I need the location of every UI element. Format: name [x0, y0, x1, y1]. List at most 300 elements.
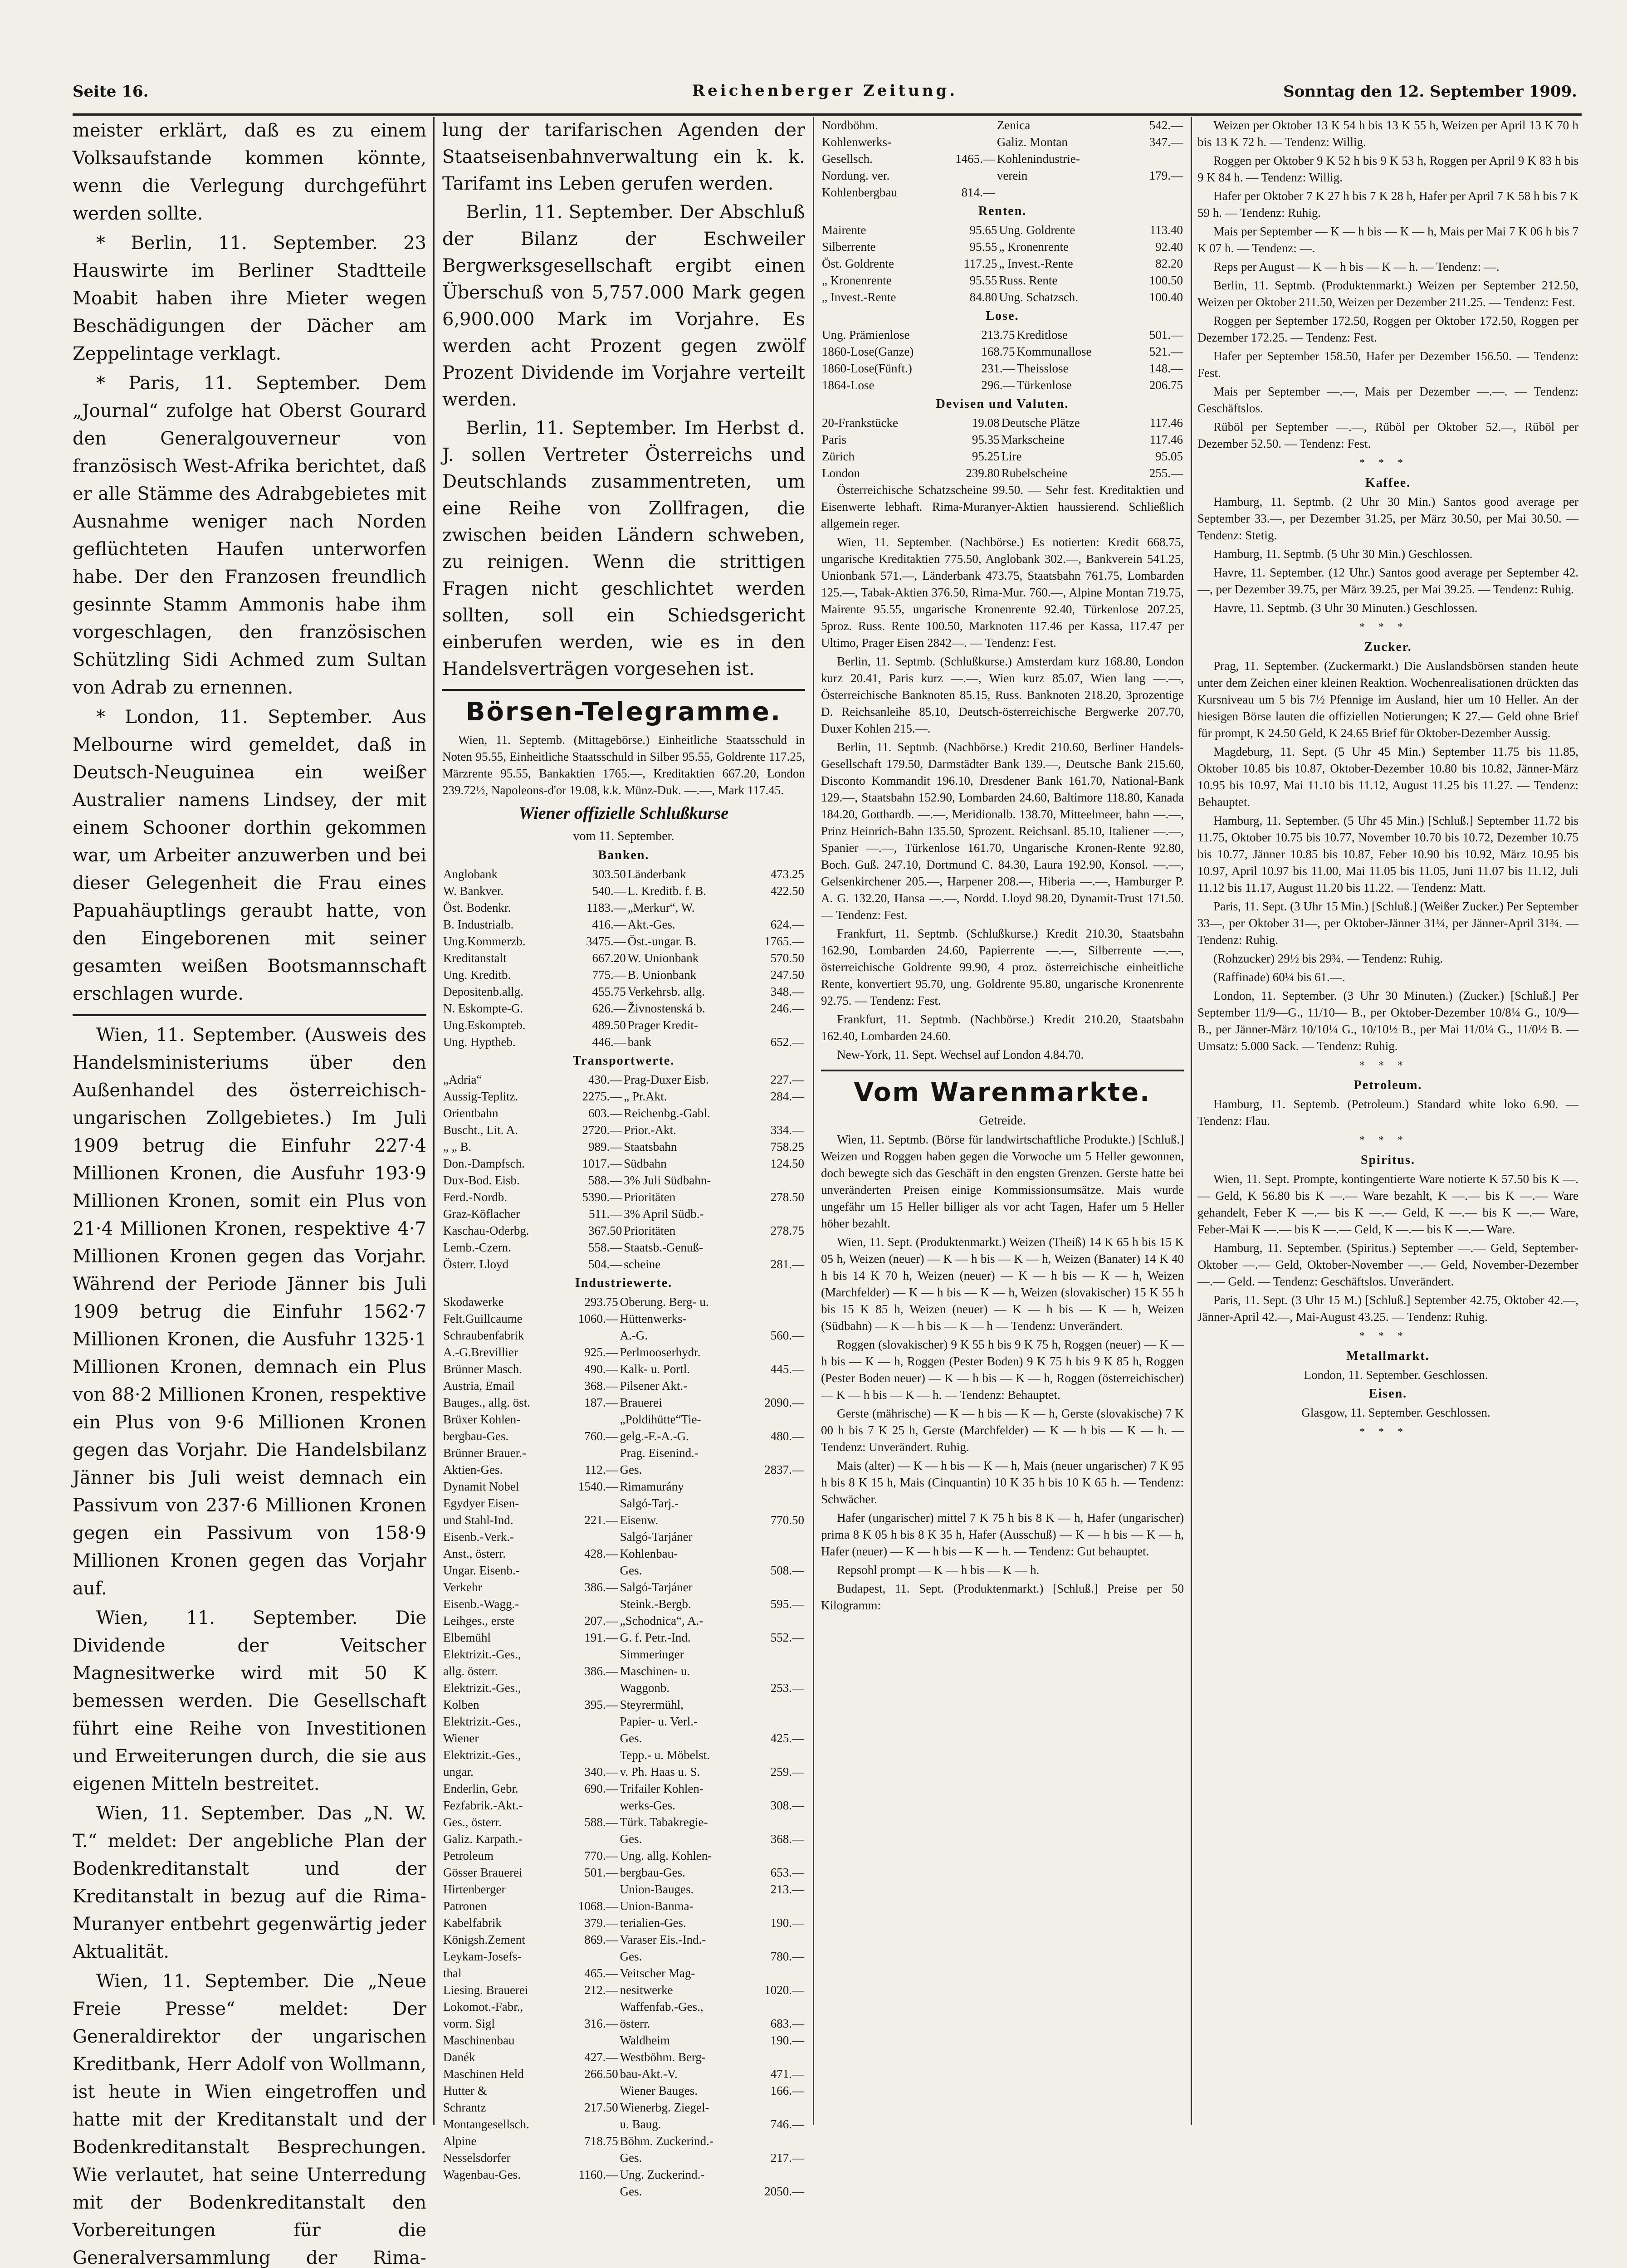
- security-name: 1860-Lose(Fünft.): [822, 362, 912, 375]
- article-paragraph: Wien, 11. September. Die „Neue Freie Presse“ meldet: Der Generaldirektor der ungarischen Kreditbank, Herr Adolf von Wollmann, ist heute in Wien eingetroffen und hatte mit der Kreditanstalt und der Bodenkreditanstalt Besprechungen. Wie verlautet, hat seine Unterredung mit der Bodenkreditanstalt den Vorbereitungen für die Generalversammlung der Rima-: [73, 1971, 426, 2268]
- kohlen-table: [821, 117, 1184, 201]
- security-name: Ges.: [620, 1832, 642, 1846]
- market-report: Wien, 11. Sept. (Produktenmarkt.) Weizen (Theiß) 14 K 65 h bis 15 K 05 h, Weizen (neuer) — K — h bis — K — h, Weizen (Banater) 14 K 40 h bis 14 K 70 h, Weizen (neuer) — K — h bis — K — h, Weizen (Marchfelder) — K — h bis — K — h, Weizen (slovakischer) 15 K 55 h bis 15 K 85 h, Weizen (neuer) — K — h bis — K — h, Weizen (Südbahn) — K — h bis — K — h — Tendenz: Unverändert.: [821, 1235, 1184, 1333]
- table-row: [442, 1663, 805, 1680]
- subheading-eisen: Eisen.: [1368, 1387, 1407, 1401]
- security-name: Ges.: [620, 1564, 642, 1577]
- security-name: ungar.: [443, 1765, 474, 1779]
- subheading-petroleum: Petroleum.: [1353, 1078, 1422, 1092]
- security-price: 284.—: [770, 1090, 804, 1103]
- header-rule: [73, 113, 1582, 116]
- section-heading-warenmarkt: Vom Warenmarkte.: [854, 1078, 1151, 1107]
- security-name: Prioritäten: [624, 1190, 676, 1204]
- subheading-transport: Transportwerte.: [572, 1054, 675, 1068]
- security-name: Egydyer Eisen-: [443, 1496, 519, 1510]
- security-price: 2837.—: [764, 1463, 804, 1476]
- security-price: 501.—: [584, 1866, 618, 1879]
- security-price: [758, 2133, 805, 2150]
- table-row: [442, 1310, 805, 1327]
- security-name: Fezfabrik.-Akt.-: [443, 1799, 523, 1812]
- security-name: „Adria“: [443, 1073, 482, 1086]
- security-name: Schrantz: [443, 2101, 486, 2114]
- security-name: Russ. Rente: [999, 274, 1058, 287]
- table-row: [821, 239, 1184, 255]
- security-name: London: [822, 466, 860, 480]
- table-row: [442, 1512, 805, 1529]
- table-row: [442, 1105, 805, 1122]
- security-name: Eisenw.: [620, 1513, 659, 1527]
- security-price: 395.—: [584, 1698, 618, 1711]
- table-row: [442, 2133, 805, 2150]
- security-price: [758, 2166, 805, 2183]
- table-row: [442, 1294, 805, 1310]
- security-name: Veitscher Mag-: [620, 1966, 695, 1980]
- table-row: [442, 2116, 805, 2133]
- security-price: [758, 1747, 805, 1764]
- table-row: [821, 184, 1184, 201]
- table-row: [821, 222, 1184, 239]
- page-number: Seite 16.: [73, 83, 149, 101]
- industrie-table: [442, 1294, 805, 2200]
- security-price: 166.—: [770, 2084, 804, 2097]
- table-row: [442, 866, 805, 883]
- security-name: Theisslose: [1016, 362, 1069, 375]
- security-price: 489.50: [592, 1018, 626, 1032]
- security-price: 2720.—: [582, 1123, 622, 1137]
- market-report: Berlin, 11. Septmb. (Produktenmarkt.) Weizen per September 212.50, Weizen per Oktober 211.50, Weizen per Dezember 211.25. — Tendenz: Fest.: [1197, 279, 1578, 309]
- security-price: 368.—: [584, 1379, 618, 1393]
- security-name: bergbau-Ges.: [620, 1866, 685, 1879]
- security-price: 2275.—: [582, 1090, 622, 1103]
- table-row: [821, 415, 1184, 431]
- security-price: 217.—: [770, 2151, 804, 2165]
- table-row: [821, 465, 1184, 482]
- security-name: Depositenb.allg.: [443, 985, 523, 998]
- table-row: [442, 1982, 805, 1999]
- security-name: Gesellsch.: [822, 152, 873, 166]
- security-name: Wiener Bauges.: [620, 2084, 698, 2097]
- security-price: 428.—: [584, 1547, 618, 1560]
- market-report: (Rohzucker) 29½ bis 29¾. — Tendenz: Ruhig.: [1213, 952, 1443, 965]
- security-name: Prager Kredit-: [627, 1018, 698, 1032]
- security-price: 367.50: [588, 1224, 622, 1237]
- subheading-devisen: Devisen und Valuten.: [936, 397, 1069, 411]
- table-row: [442, 1461, 805, 1478]
- security-price: 445.—: [770, 1362, 804, 1376]
- security-price: 624.—: [770, 918, 804, 931]
- security-name: österr.: [620, 2017, 650, 2030]
- table-row: [442, 1814, 805, 1831]
- security-price: 3475.—: [586, 934, 626, 948]
- security-name: Montangesellsch.: [443, 2117, 529, 2131]
- table-row: [442, 1361, 805, 1378]
- security-price: 770.50: [770, 1513, 804, 1527]
- market-report: Weizen per Oktober 13 K 54 h bis 13 K 55 h, Weizen per April 13 K 70 h bis 13 K 72 h. — Tendenz: Willig.: [1197, 118, 1578, 149]
- security-name: N. Eskompte-G.: [443, 1002, 523, 1015]
- table-row: [442, 1931, 805, 1948]
- security-name: Verkehrsb. allg.: [627, 985, 705, 998]
- security-price: 117.25: [964, 257, 997, 270]
- security-name: Öst.-ungar. B.: [627, 934, 697, 948]
- security-name: „ Invest.-Rente: [999, 257, 1073, 270]
- security-name: Ges.: [620, 1731, 642, 1745]
- subheading-kaffee: Kaffee.: [1365, 476, 1411, 490]
- security-price: 490.—: [584, 1362, 618, 1376]
- security-price: 2090.—: [764, 1396, 804, 1409]
- security-name: 20-Frankstücke: [822, 416, 898, 430]
- market-report: Roggen per Oktober 9 K 52 h bis 9 K 53 h, Roggen per April 9 K 83 h bis 9 K 84 h. — Tendenz: Willig.: [1197, 154, 1578, 184]
- security-price: 780.—: [770, 1950, 804, 1963]
- security-price: 5390.—: [582, 1190, 622, 1204]
- security-name: Markscheine: [1001, 433, 1065, 446]
- security-price: 1160.—: [578, 2168, 618, 2181]
- security-price: [572, 1831, 619, 1848]
- security-price: [758, 1294, 805, 1310]
- security-name: „ Pr.Akt.: [624, 1090, 667, 1103]
- table-row: [821, 327, 1184, 343]
- security-price: [572, 1445, 619, 1461]
- security-price: [758, 1579, 805, 1596]
- security-name: Trifailer Kohlen-: [620, 1782, 704, 1795]
- security-price: 690.—: [584, 1782, 618, 1795]
- security-price: 281.—: [770, 1257, 804, 1271]
- table-row: [442, 883, 805, 899]
- security-price: 588.—: [588, 1173, 622, 1187]
- security-name: bergbau-Ges.: [443, 1429, 509, 1443]
- market-report: Roggen (slovakischer) 9 K 55 h bis 9 K 75 h, Roggen (neuer) — K — h bis — K — h, Roggen (Pester Boden) 9 K 75 h bis 9 K 85 h, Roggen (Pester Boden neuer) — K — h bis — K — h, Roggen (österreichischer) — K — h bis — K — h. — Tendenz: Behauptet.: [821, 1338, 1184, 1402]
- security-price: 247.50: [770, 968, 804, 982]
- table-row: [442, 1629, 805, 1646]
- security-name: vorm. Sigl: [443, 2017, 495, 2030]
- market-report: Wien, 11. Septemb. (Mittagebörse.) Einheitliche Staatsschuld in Noten 95.55, Einheitliche Staatsschuld in Silber 95.55, Goldrente 117.25, Märzrente 95.55, Bankaktien 1765.—, Kreditaktien 667.20, London 239.72½, Napoleons-d'or 19.08, k.k. Münz-Duk. —.—, Mark 117.45.: [442, 733, 805, 797]
- market-report: Magdeburg, 11. Sept. (5 Uhr 45 Min.) September 11.75 bis 11.85, Oktober 10.85 bis 10.87, Oktober-Dezember 10.80 bis 10.82, Jänner-März 10.95 bis 10.97, Mai 11.10 bis 11.12, August 11.25 bis 11.27. — Tendenz: Behauptet.: [1197, 745, 1578, 809]
- table-row: [442, 1730, 805, 1747]
- market-report: Havre, 11. September. (12 Uhr.) Santos good average per September 42.—, per Dezember 39.75, per März 39.25, per Mai 39.25. — Tendenz: Ruhig.: [1197, 566, 1578, 596]
- transport-table: [442, 1071, 805, 1273]
- security-name: „ Invest.-Rente: [822, 290, 896, 304]
- table-row: [442, 2183, 805, 2200]
- security-price: 117.46: [1149, 433, 1183, 446]
- security-name: Kohlenindustrie-: [997, 152, 1080, 166]
- security-name: Ung. Goldrente: [999, 223, 1075, 237]
- table-row: [442, 2015, 805, 2032]
- section-heading-boersen: Börsen-Telegramme.: [465, 697, 782, 727]
- security-price: [758, 2099, 805, 2116]
- security-price: 560.—: [770, 1329, 804, 1342]
- security-price: 112.—: [585, 1463, 618, 1476]
- market-report: Berlin, 11. Septmb. (Schlußkurse.) Amsterdam kurz 168.80, London kurz 20.41, Paris kurz —.—, Wien kurz 85.07, Wien lang —.—, Österreichische Banknoten 85.15, Russ. Banknoten 218.20, 3prozentige D. Reichsanleihe 85.10, Deutsch-österreichische Bergwerke 207.70, Duxer Kohlen 215.—.: [821, 655, 1184, 735]
- security-name: Oberung. Berg- u.: [620, 1295, 709, 1309]
- security-name: Westböhm. Berg-: [620, 2050, 706, 2064]
- security-name: Zenica: [997, 118, 1031, 132]
- security-name: Hüttenwerks-: [620, 1312, 687, 1325]
- security-name: Staatsb.-Genuß-: [624, 1241, 703, 1254]
- security-price: 1068.—: [578, 1899, 618, 1913]
- market-report: Wien, 11. Sept. Prompte, kontingentierte Ware notierte K 57.50 bis K —.— Geld, K 56.80 bis K —.— Ware bezahlt, K —.— bis K —.— Ware gehandelt, Feber K —.— bis K —.— Geld, K —.— bis K —.— Ware, Feber-Mai K —.— bis K —.— Geld, K —.— bis K —.— Ware.: [1197, 1172, 1578, 1236]
- issue-date: Sonntag den 12. September 1909.: [1283, 83, 1577, 101]
- renten-table: [821, 222, 1184, 306]
- market-report: Hamburg, 11. Septemb. (Petroleum.) Standard white loko 6.90. — Tendenz: Flau.: [1197, 1097, 1578, 1128]
- security-name: Buscht., Lit. A.: [443, 1123, 518, 1137]
- security-price: 667.20: [592, 951, 626, 965]
- table-row: [442, 1646, 805, 1663]
- security-price: 683.—: [770, 2017, 804, 2030]
- security-price: [572, 1562, 619, 1579]
- security-price: 278.75: [770, 1224, 804, 1237]
- table-row: [442, 1999, 805, 2015]
- security-name: Salgó-Tarj.-: [620, 1496, 679, 1510]
- market-report: Hafer (ungarischer) mittel 7 K 75 h bis 8 K — h, Hafer (ungarischer) prima 8 K 05 h bis 8 K 35 h, Hafer (Ausschuß) — K — h bis — K — h, Hafer (neuer) — K — h bis — K — h. — Tendenz: Gut behauptet.: [821, 1511, 1184, 1558]
- security-price: 1020.—: [764, 1983, 804, 1997]
- table-row: [442, 1848, 805, 1864]
- table-row: [442, 1562, 805, 1579]
- security-name: Tepp.- u. Möbelst.: [620, 1748, 710, 1762]
- table-row: [442, 1713, 805, 1730]
- table-row: [821, 167, 1184, 184]
- table-row: [442, 1172, 805, 1189]
- table-row: [442, 1478, 805, 1495]
- devisen-table: [821, 415, 1184, 482]
- market-report: Glasgow, 11. September. Geschlossen.: [1301, 1406, 1490, 1419]
- security-name: Orientbahn: [443, 1106, 498, 1120]
- security-price: 386.—: [584, 1664, 618, 1678]
- table-row: [442, 2150, 805, 2166]
- subheading-industrie: Industriewerte.: [575, 1276, 673, 1290]
- market-report: Hamburg, 11. September. (5 Uhr 45 Min.) [Schluß.] September 11.72 bis 11.75, Oktober 10.75 bis 10.77, November 10.70 bis 10.72, Dezember 10.75 bis 10.77, Jänner 10.85 bis 10.87, Feber 10.90 bis 10.92, März 10.95 bis 10.97, April 10.97 bis 11.00, Mai 11.05 bis 11.05, Juni 11.07 bis 11.12, Juli 11.12 bis 11.17, August 11.20 bis 11.22. — Tendenz: Matt.: [1197, 814, 1578, 894]
- table-row: [442, 1596, 805, 1613]
- security-name: Kalk- u. Portl.: [620, 1362, 690, 1376]
- security-name: scheine: [624, 1257, 661, 1271]
- security-price: 746.—: [770, 2117, 804, 2131]
- security-price: 925.—: [584, 1345, 618, 1359]
- security-price: [758, 1545, 805, 1562]
- security-price: 465.—: [584, 1966, 618, 1980]
- security-name: Bauges., allg. öst.: [443, 1396, 530, 1409]
- market-report: Prag, 11. September. (Zuckermarkt.) Die Auslandsbörsen standen heute unter dem Zeichen einer kleinen Reaktion. Wochenrealisationen drückten das Kursniveau um 5 bis 7½ Pfennige im Ausland, hier um 10 Heller. An der hiesigen Börse lauten die offiziellen Notierungen; K 27.— Geld ohne Brief für prompt, K 24.50 Geld, K 24.65 Brief für Oktober-Dezember Aussig.: [1197, 659, 1578, 740]
- market-report: Repsohl prompt — K — h bis — K — h.: [837, 1563, 1040, 1577]
- subheading-lose: Lose.: [986, 309, 1019, 323]
- security-price: [758, 1445, 805, 1461]
- security-price: [572, 1646, 619, 1663]
- security-name: und Stahl-Ind.: [443, 1513, 513, 1527]
- security-name: Königsh.Zement: [443, 1933, 525, 1946]
- security-name: u. Baug.: [620, 2117, 661, 2131]
- banken-table: [442, 866, 805, 1051]
- security-price: 19.08: [972, 416, 1000, 430]
- article-paragraph: Wien, 11. September. Die Dividende der Veitscher Magnesitwerke wird mit 50 K bemessen werden. Die Gesellschaft führt eine Reihe von Investitionen und Erweiterungen durch, die sie aus eigenen Mitteln bestreitet.: [73, 1608, 426, 1794]
- security-price: 95.55: [969, 240, 997, 254]
- security-price: 239.80: [966, 466, 1000, 480]
- market-report: Budapest, 11. Sept. (Produktenmarkt.) [Schluß.] Preise per 50 Kilogramm:: [821, 1582, 1184, 1612]
- market-report: Frankfurt, 11. Septmb. (Schlußkurse.) Kredit 210.30, Staatsbahn 162.90, Lombarden 24.60, Papierrente —.—, Silberrente —.—, österreichische Goldrente 99.90, 4 proz. österreichische einheitliche Rente, konvertiert 95.70, ung. Goldrente 95.80, ungarische Kronenrente 92.75. — Tendenz: Fest.: [821, 927, 1184, 1007]
- security-price: 427.—: [584, 2050, 618, 2064]
- security-name: W. Bankver.: [443, 884, 504, 898]
- security-price: 100.40: [1149, 290, 1183, 304]
- security-price: [572, 1680, 619, 1696]
- security-price: [758, 1898, 805, 1915]
- security-price: 422.50: [770, 884, 804, 898]
- security-price: 2050.—: [764, 2185, 804, 2198]
- security-name: Eisenb.-Verk.-: [443, 1530, 514, 1544]
- table-row: [821, 272, 1184, 289]
- security-name: Leykam-Josefs-: [443, 1950, 522, 1963]
- security-price: [572, 1596, 619, 1613]
- security-name: bau-Akt.-V.: [620, 2067, 678, 2081]
- security-price: 148.—: [1149, 362, 1183, 375]
- security-name: Kolben: [443, 1698, 479, 1711]
- security-price: 212.—: [584, 1983, 618, 1997]
- security-name: Alpine: [443, 2134, 477, 2148]
- table-row: [442, 2049, 805, 2066]
- security-price: 316.—: [584, 2017, 618, 2030]
- security-name: Elektrizit.-Ges.,: [443, 1715, 521, 1728]
- security-name: bank: [627, 1035, 652, 1049]
- table-row: [442, 1394, 805, 1411]
- column-4: [1197, 117, 1578, 2125]
- security-name: Don.-Dampfsch.: [443, 1157, 525, 1170]
- market-report: Hamburg, 11. Septmb. (2 Uhr 30 Min.) Santos good average per September 33.—, per Dezember 31.25, per März 30.50, per Mai 30.50. — Tendenz: Stetig.: [1197, 495, 1578, 542]
- security-name: [442, 2183, 572, 2200]
- subheading-zucker: Zucker.: [1364, 640, 1412, 654]
- table-row: [442, 899, 805, 916]
- security-price: [758, 1529, 805, 1545]
- security-price: [758, 1848, 805, 1864]
- security-price: 542.—: [1149, 118, 1183, 132]
- table-row: [821, 134, 1184, 151]
- security-price: 455.75: [592, 985, 626, 998]
- article-paragraph: * Paris, 11. September. Dem „Journal“ zufolge hat Oberst Gourard den Generalgouverneur von französisch West-Afrika berichtet, daß er alle Stämme des Adrabgebietes mit Ausnahme weniger nach Norden geflüchteten Haufen unterworfen habe. Der den Franzosen freundlich gesinnte Stamm Ammonis habe ihm vorgeschlagen, den französischen Schützling Sidi Achmed zum Sultan von Adrab zu ernennen.: [73, 373, 426, 698]
- security-price: [758, 1663, 805, 1680]
- security-name: Enderlin, Gebr.: [443, 1782, 518, 1795]
- security-price: 92.40: [1155, 240, 1183, 254]
- security-price: 760.—: [584, 1429, 618, 1443]
- article-paragraph: Wien, 11. September. Das „N. W. T.“ meldet: Der angebliche Plan der Bodenkreditanstalt und der Kreditanstalt in bezug auf die Rima-Muranyer entbehrt gegenwärtig jeder Aktualität.: [73, 1803, 426, 1962]
- security-price: [572, 1411, 619, 1428]
- security-price: 425.—: [770, 1731, 804, 1745]
- table-row: [442, 1747, 805, 1764]
- security-name: Ges.: [620, 1463, 642, 1476]
- security-price: 190.—: [770, 2033, 804, 2047]
- security-name: Eisenb.-Wagg.-: [443, 1597, 519, 1611]
- table-row: [442, 1780, 805, 1797]
- security-name: Union-Bauges.: [620, 1882, 694, 1896]
- security-name: Felt.Guillcaume: [443, 1312, 523, 1325]
- security-price: 340.—: [584, 1765, 618, 1779]
- subheading-schlusskurse: Wiener offizielle Schlußkurse: [518, 804, 729, 823]
- security-price: 231.—: [981, 362, 1015, 375]
- security-price: [758, 1206, 805, 1222]
- security-name: 3% Juli Südbahn-: [624, 1173, 711, 1187]
- security-name: Schraubenfabrik: [443, 1329, 524, 1342]
- table-row: [442, 1034, 805, 1051]
- security-price: 293.75: [584, 1295, 618, 1309]
- security-price: [758, 1613, 805, 1629]
- table-row: [442, 1831, 805, 1848]
- article-paragraph: * London, 11. September. Aus Melbourne wird gemeldet, daß in Deutsch-Neuguinea ein weißer Australier namens Lindsey, der mit einem Schooner dorthin gekommen war, um Arbeiter anzuwerben und bei dieser Gelegenheit die Frau eines Papuahäuptlings geraubt hatte, von den Eingeborenen mit seiner gesamten weißen Bootsmannschaft erschlagen wurde.: [73, 707, 426, 1004]
- security-name: Liesing. Brauerei: [443, 1983, 528, 1997]
- security-price: 334.—: [770, 1123, 804, 1137]
- security-price: 552.—: [770, 1631, 804, 1644]
- security-name: Elbemühl: [443, 1631, 491, 1644]
- security-name: Ung.Eskompteb.: [443, 1018, 526, 1032]
- market-report: Roggen per September 172.50, Roggen per Oktober 172.50, Roggen per Dezember 172.25. — Tendenz: Fest.: [1197, 314, 1578, 344]
- security-price: [572, 2183, 619, 2200]
- security-price: 100.50: [1149, 274, 1183, 287]
- security-name: Union-Banma-: [620, 1899, 694, 1913]
- security-name: „ „ B.: [443, 1140, 472, 1154]
- market-report: Mais per September —.—, Mais per Dezember —.—. — Tendenz: Geschäftslos.: [1197, 385, 1578, 415]
- table-row: [442, 1898, 805, 1915]
- table-row: [821, 117, 1184, 134]
- security-name: Dux-Bod. Eisb.: [443, 1173, 520, 1187]
- security-price: [758, 1713, 805, 1730]
- table-row: [821, 151, 1184, 167]
- security-name: Anglobank: [443, 867, 498, 881]
- security-name: Elektrizit.-Ges.,: [443, 1748, 521, 1762]
- security-price: 508.—: [770, 1564, 804, 1577]
- market-report: Rüböl per September —.—, Rüböl per Oktober 52.—, Rüböl per Dezember 52.50. — Tendenz: Fest.: [1197, 420, 1578, 450]
- security-price: 595.—: [770, 1597, 804, 1611]
- security-name: Ferd.-Nordb.: [443, 1190, 507, 1204]
- table-row: [442, 1155, 805, 1172]
- section-separator: ***: [1359, 1134, 1417, 1146]
- security-price: 187.—: [584, 1396, 618, 1409]
- security-price: [758, 1017, 805, 1034]
- security-name: B. Industrialb.: [443, 918, 514, 931]
- security-name: Anst., österr.: [443, 1547, 506, 1560]
- security-name: Austria, Email: [443, 1379, 515, 1393]
- security-name: Kommunallose: [1016, 345, 1092, 358]
- market-report: Hamburg, 11. Septmb. (5 Uhr 30 Min.) Geschlossen.: [1213, 547, 1473, 561]
- security-name: Pilsener Akt.-: [620, 1379, 688, 1393]
- security-name: Papier- u. Verl.-: [620, 1715, 698, 1728]
- security-name: Varaser Eis.-Ind.-: [620, 1933, 706, 1946]
- security-price: 570.50: [770, 951, 804, 965]
- table-row: [442, 1017, 805, 1034]
- security-price: [949, 167, 996, 184]
- article-paragraph: Berlin, 11. September. Im Herbst d. J. sollen Vertreter Österreichs und Deutschlands zusammentreten, um eine Reihe von Zollfragen, die zwischen beiden Ländern schweben, zu reinigen. Wenn die strittigen Fragen nicht geschlichtet werden sollten, soll ein Schiedsgericht einberufen werden, wie es in den Handelsverträgen vorgesehen ist.: [442, 418, 805, 679]
- security-price: 246.—: [770, 1002, 804, 1015]
- security-price: [1137, 184, 1184, 201]
- table-row: [442, 916, 805, 933]
- article-paragraph: Wien, 11. September. (Ausweis des Handelsministeriums über den Außenhandel des österreichisch-ungarischen Zollgebietes.) Im Juli 1909 betrug die Einfuhr 227·4 Millionen Kronen, die Ausfuhr 193·9 Millionen Kronen, somit ein Plus von 21·4 Millionen Kronen, respektive 4·7 Millionen Kronen gegen das Vorjahr. Während der Periode Jänner bis Juli 1909 betrug die Einfuhr 1562·7 Millionen Kronen, die Ausfuhr 1325·1 Millionen Kronen, demnach ein Plus von 88·2 Millionen Kronen, respektive ein Plus von 9·6 Millionen Kronen gegen das Vorjahr. Die Handelsbilanz Jänner bis Juli weist demnach ein Passivum von 237·6 Millionen Kronen gegen ein Passivum von 158·9 Millionen Kronen gegen das Vorjahr auf.: [73, 1025, 426, 1599]
- security-name: Südbahn: [624, 1157, 667, 1170]
- market-report: Paris, 11. Sept. (3 Uhr 15 Min.) [Schluß.] (Weißer Zucker.) Per September 33—, per Oktober 31—, per Oktober-Jänner 31¼, per Jänner-April 31¾. — Tendenz: Ruhig.: [1197, 899, 1578, 947]
- table-row: [442, 1495, 805, 1512]
- section-separator: ***: [1359, 1060, 1417, 1071]
- table-row: [442, 1411, 805, 1428]
- newspaper-title: Reichenberger Zeitung.: [692, 82, 958, 100]
- security-name: Prag-Duxer Eisb.: [624, 1073, 709, 1086]
- security-price: 213.75: [981, 328, 1015, 342]
- security-name: Aussig-Teplitz.: [443, 1090, 518, 1103]
- column-3: [821, 117, 1184, 2125]
- security-name: Maschinenbau: [443, 2033, 515, 2047]
- security-price: [758, 1105, 805, 1122]
- section-rule: [442, 689, 805, 691]
- security-name: Maschinen Held: [443, 2067, 524, 2081]
- security-name: B. Unionbank: [627, 968, 697, 982]
- security-name: Ges.: [620, 2151, 642, 2165]
- security-name: Böhm. Zuckerind.-: [620, 2134, 713, 2148]
- security-name: Kaschau-Oderbg.: [443, 1224, 529, 1237]
- market-report: Berlin, 11. Septmb. (Nachbörse.) Kredit 210.60, Berliner Handels-Gesellschaft 179.50, Darmstädter Bank 139.—, Deutsche Bank 215.60, Disconto Kommandit 196.10, Dresdener Bank 161.70, National-Bank 129.—, Staatsbahn 152.90, Lombarden 24.60, Baltimore 118.80, Kanada 184.20, Gotthardb. —.—, Meridionalb. 138.70, Mitteelmeer, bahn —.—, Prinz Heinrich-Bahn 135.50, Sprozent. Reichsanl. 85.10, Italiener —.—, Spanier —.—, Türkenlose 161.70, Ungarische Kronen-Rente 92.80, Boch. Guß. 247.10, Dortmund C. 84.30, Laura 192.90, Konsol. —.—, Gelsenkirchener 205.—, Harpener 208.—, Hiberia —.—, Hamburger P. A. G. 132.20, Hansa —.—, Nordd. Lloyd 98.20, Dynamit-Trust 171.50. — Tendenz: Fest.: [821, 740, 1184, 922]
- security-name: Salgó-Tarjáner: [620, 1580, 693, 1594]
- security-price: [949, 134, 996, 151]
- table-row: [821, 431, 1184, 448]
- table-row: [442, 1579, 805, 1596]
- security-price: [758, 1814, 805, 1831]
